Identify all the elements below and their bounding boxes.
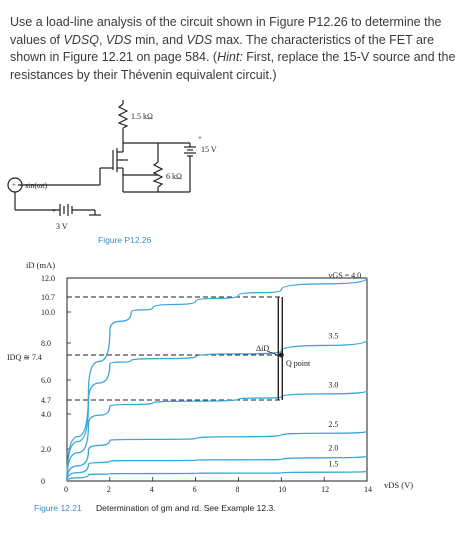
- caption-prefix: Figure 12.21: [34, 503, 82, 513]
- plot-frame: [67, 278, 367, 481]
- y-axis-label: iD (mA): [26, 260, 56, 270]
- curve-label: vGS = 4.0: [328, 271, 362, 280]
- y-tick-label: 4.7: [41, 396, 51, 405]
- problem-text-1: Use a load-line analysis of the circuit shown in Figure P12.26 to determine the values of: [10, 15, 442, 47]
- ac-plus: +: [12, 181, 16, 189]
- dc-plus: +: [198, 134, 202, 142]
- y-tick-label: 4.0: [41, 410, 51, 419]
- y-tick-label: 2.0: [41, 445, 51, 454]
- y-tick-label: 12.0: [41, 274, 55, 283]
- y-tick-label: 10.0: [41, 308, 55, 317]
- ac-source-label: sin(ωt): [25, 181, 48, 190]
- y-tick-label: 8.0: [41, 339, 51, 348]
- problem-text-2: ,: [98, 32, 106, 47]
- x-tick-label: 10: [278, 485, 287, 494]
- y-tick-label: 0: [41, 477, 45, 486]
- hint-label: Hint:: [217, 50, 243, 64]
- x-tick-label: 4: [149, 485, 154, 494]
- x-tick-label: 14: [364, 485, 372, 494]
- curve-vgs-1.5: [67, 471, 367, 481]
- x-tick-label: 8: [235, 485, 240, 494]
- idq-label: IDQ ≅ 7.4: [7, 353, 42, 362]
- curve-label: 2.0: [328, 443, 339, 453]
- x-tick-label: 12: [321, 485, 330, 494]
- x-tick-label: 0: [64, 485, 68, 494]
- q-point-marker: [279, 353, 284, 358]
- y-tick-label: 6.0: [41, 376, 51, 385]
- curve-label: 3.0: [328, 380, 339, 390]
- curve-label: 3.5: [328, 331, 339, 341]
- vdsmax-term: VDS: [186, 32, 213, 47]
- x-tick-label: 6: [192, 485, 197, 494]
- caption-text: Determination of gm and rd. See Example 12.3.: [96, 503, 276, 513]
- bias-label: 3 V: [56, 222, 68, 231]
- vdsq-term: VDSQ: [63, 32, 99, 47]
- curve-vgs-2.0: [67, 456, 367, 481]
- curve-vgs-4.0: [67, 278, 367, 481]
- curve-label: 1.5: [328, 459, 339, 469]
- problem-text-5: First, replace the 15-V source and the resistances by their Thévenin equivalent circuit.): [10, 50, 456, 82]
- curve-label: 2.5: [328, 420, 339, 430]
- curve-vgs-3.0: [67, 391, 367, 481]
- resistor-6k-label: 6 kΩ: [166, 172, 182, 181]
- figure-label: Figure P12.26: [98, 235, 152, 245]
- x-axis-label: vDS (V): [384, 480, 414, 490]
- y-tick-label: 10.7: [41, 293, 55, 302]
- delta-id-annotation: ΔiD: [256, 344, 270, 353]
- resistor-1-5k-label: 1.5 kΩ: [131, 112, 153, 121]
- q-point-label: Q point: [286, 359, 311, 368]
- problem-text-4: max. The characteristics of the FET are shown in Figure 12.21 on page 584. (: [10, 32, 435, 64]
- vdsmin-term: VDS: [105, 32, 132, 47]
- dc-source-label: 15 V: [201, 145, 217, 154]
- bias-plus: +: [52, 207, 56, 215]
- problem-text-3: min, and: [131, 32, 187, 47]
- x-tick-label: 2: [106, 485, 111, 494]
